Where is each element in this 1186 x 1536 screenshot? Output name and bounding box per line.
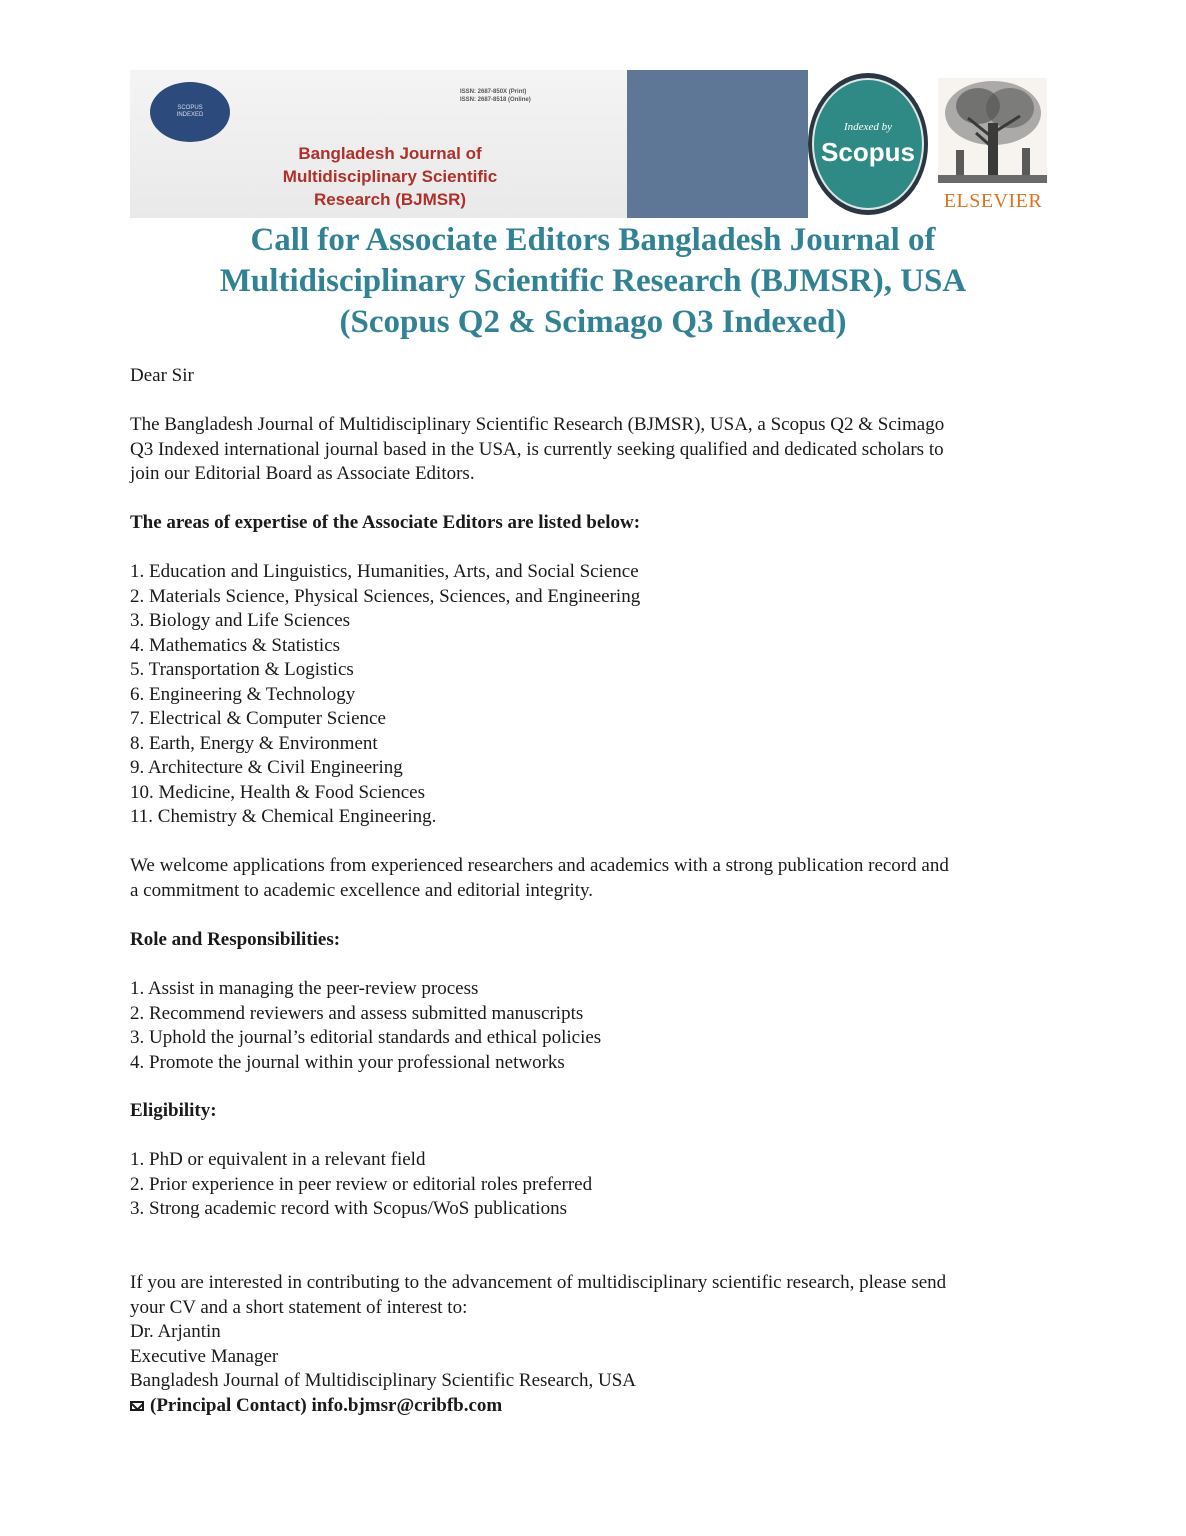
scopus-logo-inner [812, 78, 924, 210]
expertise-item: 3. Biology and Life Sciences [130, 610, 351, 631]
roles-list [130, 977, 1060, 1075]
eligibility-list [130, 1148, 1060, 1222]
seal-text-1: SCOPUS [177, 105, 203, 111]
banner-journal-panel [130, 70, 627, 218]
expertise-item: 5. Transportation & Logistics [130, 659, 354, 680]
role-item: 4. Promote the journal within your professional networks [130, 1051, 565, 1073]
banner-blue-panel [627, 70, 808, 218]
contact-position: Executive Manager [130, 1345, 279, 1367]
issn-print: ISSN: 2687-850X (Print) [460, 89, 527, 95]
eligibility-item: 2. Prior experience in peer review or editorial roles preferred [130, 1173, 593, 1195]
banner-title-line: Research (BJMSR) [313, 190, 467, 209]
principal-contact[interactable] [130, 1394, 1060, 1419]
banner-title-line: Bangladesh Journal of [298, 144, 482, 163]
title-line: (Scopus Q2 & Scimago Q3 Indexed) [339, 304, 847, 340]
elsevier-logo [938, 78, 1047, 213]
intro-line: join our Editorial Board as Associate Editors. [130, 463, 475, 484]
title-line: Call for Associate Editors Bangladesh Journal of [250, 222, 936, 258]
expertise-item: 11. Chemistry & Chemical Engineering. [130, 806, 437, 827]
closing-block [130, 1271, 1060, 1418]
welcome-line: We welcome applications from experienced researchers and academics with a strong publication record and [130, 855, 949, 876]
role-item: 2. Recommend reviewers and assess submitted manuscripts [130, 1002, 584, 1024]
role-item: 3. Uphold the journal’s editorial standards and ethical policies [130, 1027, 602, 1048]
closing-line: If you are interested in contributing to the advancement of multidisciplinary scientific research, please send [130, 1272, 947, 1293]
contact-organization: Bangladesh Journal of Multidisciplinary Scientific Research, USA [130, 1370, 637, 1391]
intro-line: Q3 Indexed international journal based in the USA, is currently seeking qualified and dedicated scholars to [130, 438, 944, 460]
journal-banner [130, 70, 1047, 218]
expertise-item: 8. Earth, Energy & Environment [130, 732, 378, 754]
issn-block [460, 88, 531, 104]
closing-line: your CV and a short statement of interest to: [130, 1296, 468, 1318]
expertise-list [130, 560, 1060, 830]
contact-email[interactable]: (Principal Contact) info.bjmsr@cribfb.com [150, 1394, 503, 1416]
expertise-item: 1. Education and Linguistics, Humanities, Arts, and Social Science [130, 561, 639, 582]
banner-logos-panel [808, 70, 1047, 218]
expertise-item: 9. Architecture & Civil Engineering [130, 757, 403, 778]
expertise-item: 7. Electrical & Computer Science [130, 708, 386, 729]
eligibility-item: 1. PhD or equivalent in a relevant field [130, 1149, 426, 1170]
eligibility-heading: Eligibility: [130, 1100, 217, 1121]
seal-text-2: INDEXED [176, 112, 204, 118]
envelope-icon [130, 1401, 144, 1411]
intro-line: The Bangladesh Journal of Multidisciplinary Scientific Research (BJMSR), USA, a Scopus Q2 & Scimago [130, 414, 945, 435]
intro-paragraph [130, 413, 1060, 487]
elsevier-wordmark: ELSEVIER [943, 190, 1043, 212]
title-line: Multidisciplinary Scientific Research (BJMSR), USA [219, 263, 967, 299]
expertise-item: 6. Engineering & Technology [130, 683, 356, 705]
welcome-line: a commitment to academic excellence and editorial integrity. [130, 879, 594, 901]
banner-title-line: Multidisciplinary Scientific [282, 167, 498, 186]
banner-journal-title [190, 142, 590, 211]
page-title [150, 220, 1036, 343]
expertise-item: 10. Medicine, Health & Food Sciences [130, 781, 425, 803]
scopus-indexed-seal [150, 82, 230, 142]
scopus-logo [808, 73, 928, 215]
elsevier-tree-icon [938, 78, 1047, 183]
scopus-name-text: Scopus [821, 136, 915, 167]
expertise-heading: The areas of expertise of the Associate Editors are listed below: [130, 512, 641, 533]
expertise-item: 4. Mathematics & Statistics [130, 634, 341, 656]
welcome-paragraph [130, 854, 1060, 903]
contact-name: Dr. Arjantin [130, 1321, 221, 1342]
role-item: 1. Assist in managing the peer-review process [130, 978, 479, 999]
greeting: Dear Sir [130, 365, 194, 386]
expertise-item: 2. Materials Science, Physical Sciences, Sciences, and Engineering [130, 585, 641, 607]
scopus-indexed-by-text: Indexed by [844, 120, 892, 133]
roles-heading: Role and Responsibilities: [130, 929, 341, 950]
eligibility-item: 3. Strong academic record with Scopus/WoS publications [130, 1198, 567, 1219]
issn-online: ISSN: 2687-8518 (Online) [460, 97, 531, 103]
